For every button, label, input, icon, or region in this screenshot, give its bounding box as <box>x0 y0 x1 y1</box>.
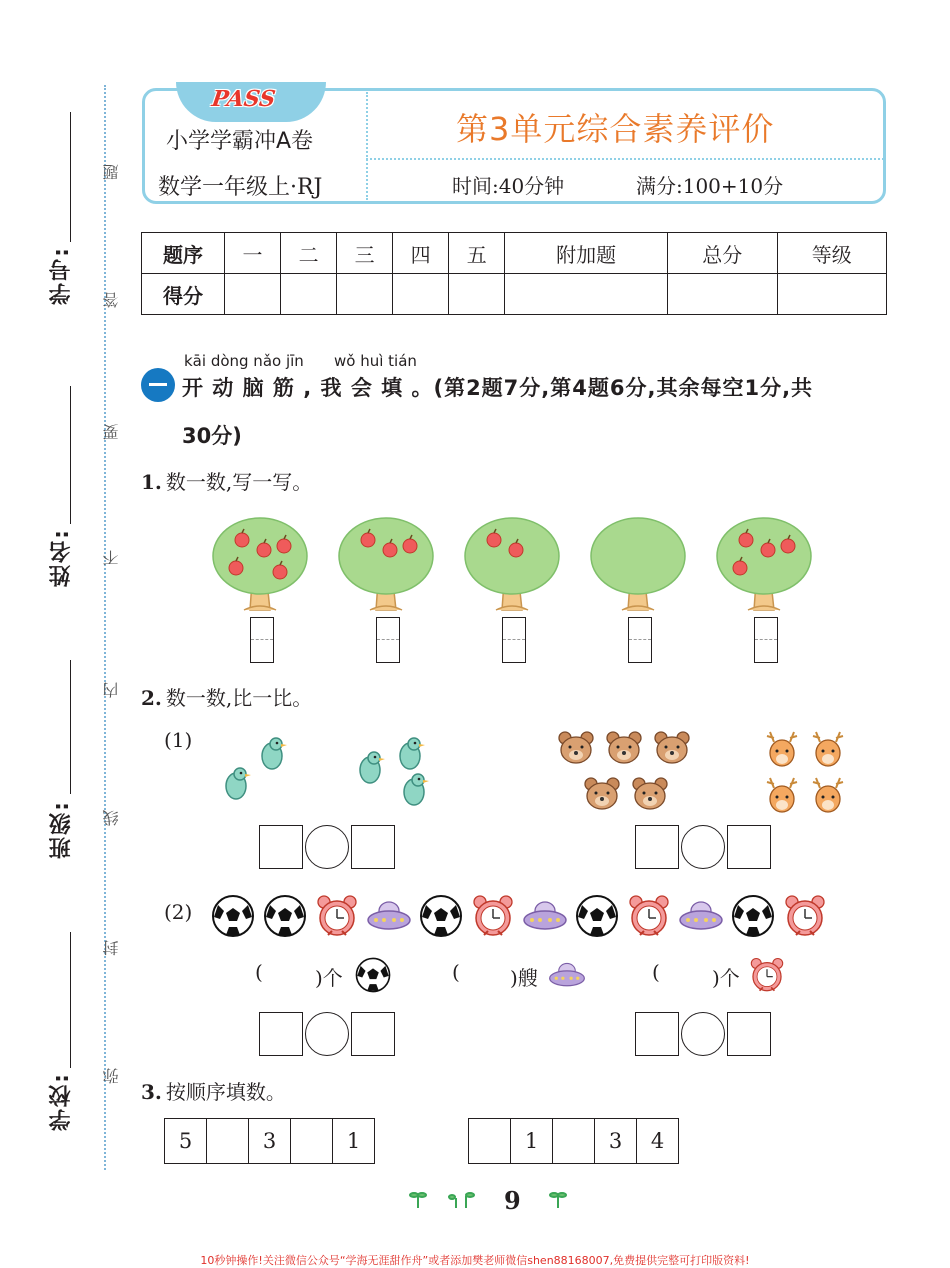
section-badge <box>141 368 175 402</box>
pinyin-2: wǒ huì tián <box>334 352 417 370</box>
answer-box[interactable] <box>754 617 778 663</box>
warning-char: 不 <box>102 550 121 566</box>
score-cell[interactable] <box>668 274 777 315</box>
answer-circle[interactable] <box>305 1012 349 1056</box>
sequence-2 <box>468 1118 679 1164</box>
seq-cell-blank[interactable] <box>207 1119 249 1164</box>
column-header: 等级 <box>777 233 887 274</box>
column-header: 总分 <box>668 233 777 274</box>
part-2-label: (2) <box>164 900 193 924</box>
answer-box[interactable] <box>628 617 652 663</box>
grade-label: 数学一年级上·RJ <box>158 175 323 200</box>
column-header: 附加题 <box>505 233 668 274</box>
compare-group <box>635 1012 771 1056</box>
binding-dotted-line <box>104 85 106 1170</box>
score-cell[interactable] <box>777 274 887 315</box>
seq-cell-blank[interactable] <box>469 1119 511 1164</box>
bear-icon <box>556 728 596 768</box>
section-heading: 开 动 脑 筋 , 我 会 填 。(第2题7分,第4题6分,其余每空1分,共 <box>182 376 814 400</box>
bird-icon <box>390 734 430 774</box>
answer-square[interactable] <box>727 825 771 869</box>
school-line <box>70 932 71 1068</box>
bird-icon <box>394 770 434 810</box>
ufo-icon <box>522 893 568 939</box>
apple-tree <box>210 514 310 614</box>
seq-cell: 3 <box>249 1119 291 1164</box>
apple-tree <box>588 514 688 614</box>
deer-icon <box>808 776 848 816</box>
header-divider-horizontal <box>366 158 884 160</box>
bear-icon <box>630 774 670 814</box>
name-line <box>70 386 71 524</box>
bear-icon <box>582 774 622 814</box>
deer-icon <box>808 730 848 770</box>
row-label-score: 得分 <box>142 274 225 315</box>
sprout-decoration <box>408 1188 578 1210</box>
section-heading-cont: 30分) <box>182 424 242 448</box>
warning-char: 答 <box>102 292 121 308</box>
apple-tree <box>714 514 814 614</box>
question-number: 3. <box>141 1080 162 1104</box>
warning-char: 要 <box>102 424 121 440</box>
question-2 <box>141 682 312 711</box>
score-cell[interactable] <box>337 274 393 315</box>
seq-cell: 1 <box>511 1119 553 1164</box>
question-text: 数一数,比一比。 <box>165 686 313 710</box>
name-label: 姓名: <box>49 528 74 587</box>
full-score: 满分:100+10分 <box>636 174 784 198</box>
class-label: 班级: <box>49 800 74 859</box>
part-1-label: (1) <box>164 728 193 752</box>
ufo-icon <box>678 893 724 939</box>
deer-icon <box>762 730 802 770</box>
score-cell[interactable] <box>393 274 449 315</box>
header-divider <box>366 92 368 200</box>
soccer-ball-icon <box>262 893 308 939</box>
score-table <box>141 232 887 315</box>
answer-square[interactable] <box>635 825 679 869</box>
compare-group <box>259 1012 395 1056</box>
page-number: 9 <box>504 1186 521 1215</box>
bear-icon <box>604 728 644 768</box>
score-cell[interactable] <box>225 274 281 315</box>
answer-square[interactable] <box>351 825 395 869</box>
seq-cell: 1 <box>333 1119 375 1164</box>
school-label: 学校: <box>49 1072 74 1131</box>
seq-cell: 4 <box>637 1119 679 1164</box>
alarm-clock-icon <box>314 893 360 939</box>
answer-square[interactable] <box>635 1012 679 1056</box>
soccer-ball-icon <box>730 893 776 939</box>
question-text: 数一数,写一写。 <box>165 470 313 494</box>
alarm-clock-icon <box>626 893 672 939</box>
column-header: 二 <box>281 233 337 274</box>
paren-open: ( <box>452 960 460 984</box>
alarm-clock-icon <box>470 893 516 939</box>
seq-cell: 5 <box>165 1119 207 1164</box>
compare-group <box>635 825 771 869</box>
soccer-ball-icon <box>354 956 392 994</box>
series-name: 小学学霸冲A卷 <box>166 129 314 154</box>
ufo-icon <box>366 893 412 939</box>
bird-icon <box>350 748 390 788</box>
pass-logo: PASS <box>210 86 278 112</box>
ball-count-label: )个 <box>315 966 343 990</box>
page-title: 第3单元综合素养评价 <box>456 110 775 148</box>
soccer-ball-icon <box>574 893 620 939</box>
column-header: 一 <box>225 233 281 274</box>
seq-cell: 3 <box>595 1119 637 1164</box>
answer-square[interactable] <box>727 1012 771 1056</box>
sequence-1 <box>164 1118 375 1164</box>
seq-cell-blank[interactable] <box>553 1119 595 1164</box>
answer-square[interactable] <box>351 1012 395 1056</box>
answer-box[interactable] <box>502 617 526 663</box>
score-cell[interactable] <box>505 274 668 315</box>
footer-notice: 10秒钟操作!关注微信公众号“学海无涯甜作舟”或者添加樊老师微信shen88168007,免费提供完整可打印版资料! <box>200 1254 750 1267</box>
paren-open: ( <box>255 960 263 984</box>
paren-open: ( <box>652 960 660 984</box>
ufo-icon <box>548 956 586 994</box>
deer-icon <box>762 776 802 816</box>
alarm-clock-icon <box>782 893 828 939</box>
ufo-count-label: )艘 <box>510 966 538 990</box>
answer-circle[interactable] <box>681 1012 725 1056</box>
pinyin-1: kāi dòng nǎo jīn <box>184 352 304 370</box>
column-header: 三 <box>337 233 393 274</box>
clock-count-label: )个 <box>712 966 740 990</box>
apple-tree <box>336 514 436 614</box>
question-1 <box>141 466 312 495</box>
student-id-line <box>70 112 71 242</box>
alarm-clock-icon <box>748 956 786 994</box>
bird-icon <box>252 734 292 774</box>
warning-char: 线 <box>102 810 121 826</box>
score-cell[interactable] <box>449 274 505 315</box>
answer-circle[interactable] <box>681 825 725 869</box>
answer-square[interactable] <box>259 825 303 869</box>
column-header: 四 <box>393 233 449 274</box>
score-cell[interactable] <box>281 274 337 315</box>
soccer-ball-icon <box>210 893 256 939</box>
student-id-label: 学号: <box>49 246 74 305</box>
bird-icon <box>216 764 256 804</box>
answer-square[interactable] <box>259 1012 303 1056</box>
row-label-order: 题序 <box>142 233 225 274</box>
answer-circle[interactable] <box>305 825 349 869</box>
time-limit: 时间:40分钟 <box>452 174 565 198</box>
answer-box[interactable] <box>376 617 400 663</box>
answer-box[interactable] <box>250 617 274 663</box>
question-text: 按顺序填数。 <box>165 1080 286 1104</box>
seq-cell-blank[interactable] <box>291 1119 333 1164</box>
soccer-ball-icon <box>418 893 464 939</box>
column-header: 五 <box>449 233 505 274</box>
compare-group <box>259 825 395 869</box>
apple-tree <box>462 514 562 614</box>
question-number: 2. <box>141 686 162 710</box>
warning-char: 题 <box>102 164 121 180</box>
warning-char: 内 <box>102 682 121 698</box>
warning-char: 封 <box>102 940 121 956</box>
bear-icon <box>652 728 692 768</box>
warning-char: 弥 <box>102 1068 121 1084</box>
class-line <box>70 660 71 794</box>
question-3 <box>141 1076 286 1105</box>
question-number: 1. <box>141 470 162 494</box>
